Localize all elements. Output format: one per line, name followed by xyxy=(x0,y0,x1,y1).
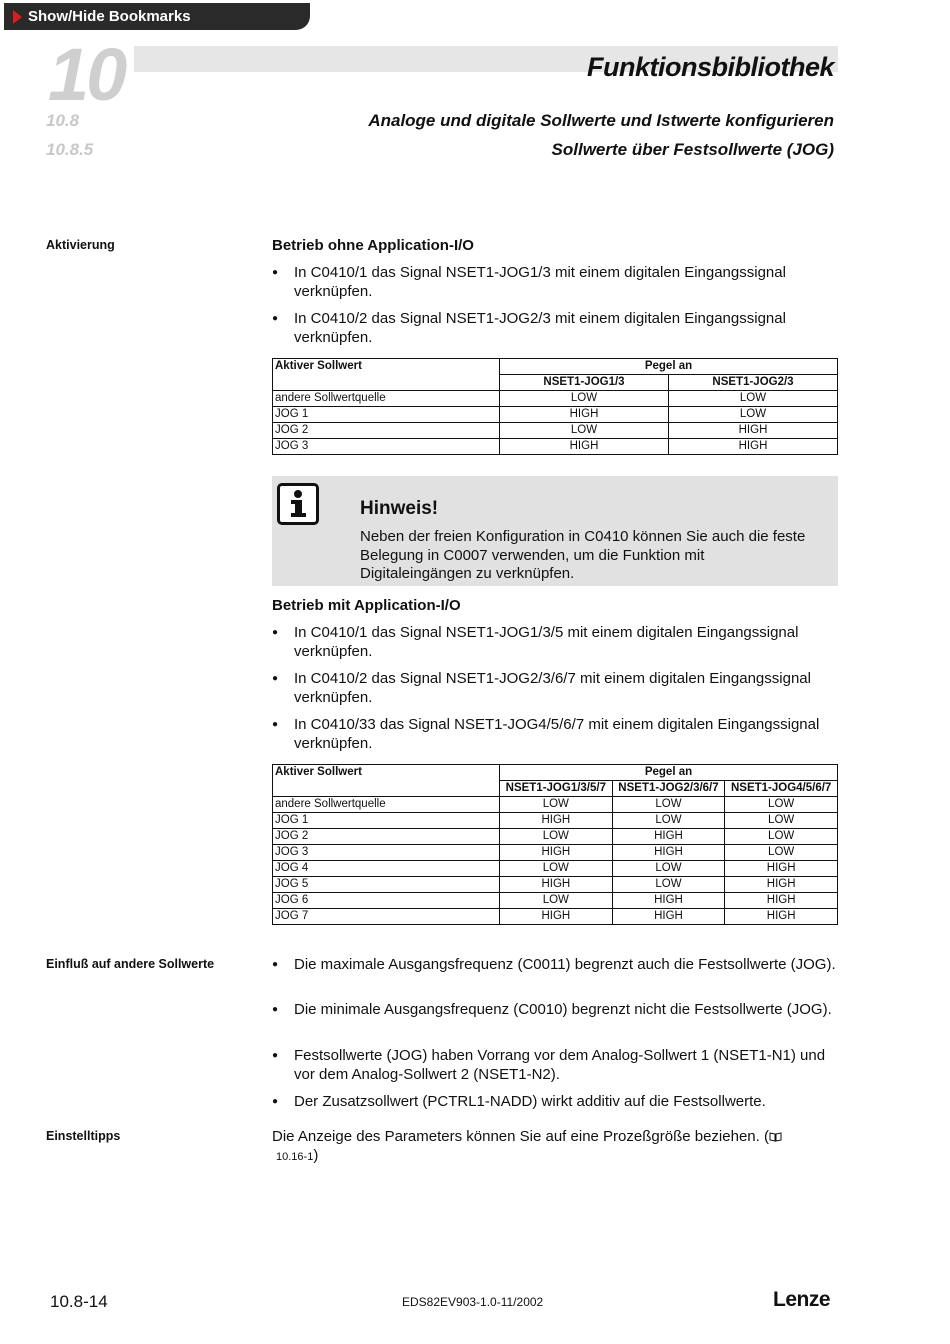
heading-mit-application-io: Betrieb mit Application-I/O xyxy=(272,597,461,614)
table-cell: LOW xyxy=(500,391,669,407)
table-cell xyxy=(273,781,500,797)
table-cell: HIGH xyxy=(669,423,838,439)
hint-text: Neben der freien Konfiguration in C0410 können Sie auch die feste Belegung in C0007 verwenden, um die Funktion mit Digitaleingängen zu verknüpfen. xyxy=(360,528,806,582)
table-cell: HIGH xyxy=(500,909,613,925)
table-row xyxy=(273,797,838,813)
table-cell: JOG 1 xyxy=(273,813,500,829)
table-cell: JOG 6 xyxy=(273,893,500,909)
table-cell: LOW xyxy=(725,797,838,813)
table-cell: HIGH xyxy=(500,439,669,455)
info-icon xyxy=(277,483,319,525)
table-cell: HIGH xyxy=(725,877,838,893)
table-cell: HIGH xyxy=(612,893,725,909)
table-cell: HIGH xyxy=(500,877,613,893)
einstelltipps-sentence: Die Anzeige des Parameters können Sie auf eine Prozeßgröße beziehen. xyxy=(272,1128,760,1145)
table-row xyxy=(273,391,838,407)
jog-table-basic xyxy=(272,358,838,455)
table-header-cell: Pegel an xyxy=(500,765,838,781)
list-item: ● Der Zusatzsollwert (PCTRL1-NADD) wirkt additiv auf die Festsollwerte. xyxy=(294,1093,839,1112)
table-cell: LOW xyxy=(669,391,838,407)
show-hide-bookmarks-button[interactable] xyxy=(4,3,310,30)
list-item: ● In C0410/1 das Signal NSET1-JOG1/3 mit einem digitalen Eingangssignal verknüpfen. xyxy=(294,264,839,301)
list-item: ● In C0410/2 das Signal NSET1-JOG2/3 mit einem digitalen Eingangssignal verknüpfen. xyxy=(294,310,839,347)
table-cell: LOW xyxy=(725,845,838,861)
table-header-cell: NSET1-JOG1/3 xyxy=(500,375,669,391)
lenze-logo: Lenze xyxy=(773,1288,831,1311)
list-item: ● In C0410/33 das Signal NSET1-JOG4/5/6/7 mit einem digitalen Eingangssignal verknüpfen. xyxy=(294,716,839,753)
table-cell: LOW xyxy=(612,797,725,813)
table-row xyxy=(273,423,838,439)
chapter-number: 10 xyxy=(48,33,125,116)
page-number: 10.8-14 xyxy=(50,1292,108,1311)
table-cell: LOW xyxy=(612,861,725,877)
table-cell: HIGH xyxy=(500,845,613,861)
table-cell: HIGH xyxy=(725,893,838,909)
subsection-title: Sollwerte über Festsollwerte (JOG) xyxy=(551,140,834,159)
jog-table-application-io xyxy=(272,764,838,925)
side-label-einstelltipps: Einstelltipps xyxy=(46,1129,121,1143)
table-cell: JOG 2 xyxy=(273,829,500,845)
heading-ohne-application-io: Betrieb ohne Application-I/O xyxy=(272,237,474,254)
table-header-cell: Aktiver Sollwert xyxy=(273,359,500,375)
table-cell: JOG 3 xyxy=(273,845,500,861)
table-cell: LOW xyxy=(500,423,669,439)
table-cell: JOG 1 xyxy=(273,407,500,423)
list-item: ● Festsollwerte (JOG) haben Vorrang vor dem Analog-Sollwert 1 (NSET1-N1) und vor dem Analog-Sollwert 2 (NSET1-N2). xyxy=(294,1047,839,1084)
table-row xyxy=(273,813,838,829)
table-cell: LOW xyxy=(725,813,838,829)
table-cell: HIGH xyxy=(612,909,725,925)
table-cell: LOW xyxy=(500,861,613,877)
list-item: ● Die minimale Ausgangsfrequenz (C0010) begrenzt nicht die Festsollwerte (JOG). xyxy=(294,1001,839,1020)
table-cell: HIGH xyxy=(725,909,838,925)
ref-close: ) xyxy=(313,1146,319,1164)
table-row xyxy=(273,877,838,893)
table-cell xyxy=(273,375,500,391)
table-row xyxy=(273,407,838,423)
table-cell: HIGH xyxy=(669,439,838,455)
section-title: Analoge und digitale Sollwerte und Istwerte konfigurieren xyxy=(368,111,834,130)
list-item: ● In C0410/2 das Signal NSET1-JOG2/3/6/7 mit einem digitalen Eingangssignal verknüpfen. xyxy=(294,670,839,707)
table-cell: JOG 3 xyxy=(273,439,500,455)
subsection-number: 10.8.5 xyxy=(46,140,94,159)
table-cell: HIGH xyxy=(725,861,838,877)
table-row xyxy=(273,829,838,845)
hint-title: Hinweis! xyxy=(360,498,439,519)
table-cell: LOW xyxy=(669,407,838,423)
table-cell: HIGH xyxy=(612,829,725,845)
table-header-cell: NSET1-JOG1/3/5/7 xyxy=(500,781,613,797)
table-header-cell: Pegel an xyxy=(500,359,838,375)
document-id: EDS82EV903-1.0-11/2002 xyxy=(402,1295,544,1309)
table-cell: JOG 7 xyxy=(273,909,500,925)
table-cell: LOW xyxy=(500,829,613,845)
table-cell: andere Sollwertquelle xyxy=(273,797,500,813)
book-icon xyxy=(769,1129,782,1139)
section-number: 10.8 xyxy=(46,111,80,130)
table-row xyxy=(273,845,838,861)
table-cell: HIGH xyxy=(500,813,613,829)
table-cell: JOG 5 xyxy=(273,877,500,893)
table-cell: HIGH xyxy=(500,407,669,423)
list-item: ● In C0410/1 das Signal NSET1-JOG1/3/5 mit einem digitalen Eingangssignal verknüpfen. xyxy=(294,624,839,661)
table-cell: JOG 2 xyxy=(273,423,500,439)
table-cell: HIGH xyxy=(612,845,725,861)
table-header-cell: NSET1-JOG2/3 xyxy=(669,375,838,391)
table-cell: LOW xyxy=(612,813,725,829)
list-item: ● Die maximale Ausgangsfrequenz (C0011) begrenzt auch die Festsollwerte (JOG). xyxy=(294,956,839,975)
table-cell: LOW xyxy=(500,797,613,813)
einstelltipps-text xyxy=(272,1128,832,1166)
table-cell: LOW xyxy=(725,829,838,845)
side-label-aktivierung: Aktivierung xyxy=(46,238,115,252)
table-header-cell: NSET1-JOG4/5/6/7 xyxy=(725,781,838,797)
table-cell: LOW xyxy=(612,877,725,893)
table-cell: andere Sollwertquelle xyxy=(273,391,500,407)
table-header-cell: NSET1-JOG2/3/6/7 xyxy=(612,781,725,797)
table-row xyxy=(273,909,838,925)
table-cell: LOW xyxy=(500,893,613,909)
table-row xyxy=(273,861,838,877)
page-title: Funktionsbibliothek xyxy=(587,52,834,82)
page-reference-link[interactable]: 10.16-1 xyxy=(276,1150,314,1163)
ref-open: ( xyxy=(759,1128,769,1145)
table-row xyxy=(273,893,838,909)
table-cell: JOG 4 xyxy=(273,861,500,877)
bookmark-label: Show/Hide Bookmarks xyxy=(28,8,191,25)
table-header-cell: Aktiver Sollwert xyxy=(273,765,500,781)
triangle-right-icon xyxy=(13,10,22,24)
table-row xyxy=(273,439,838,455)
side-label-einfluss: Einfluß auf andere Sollwerte xyxy=(46,957,215,971)
